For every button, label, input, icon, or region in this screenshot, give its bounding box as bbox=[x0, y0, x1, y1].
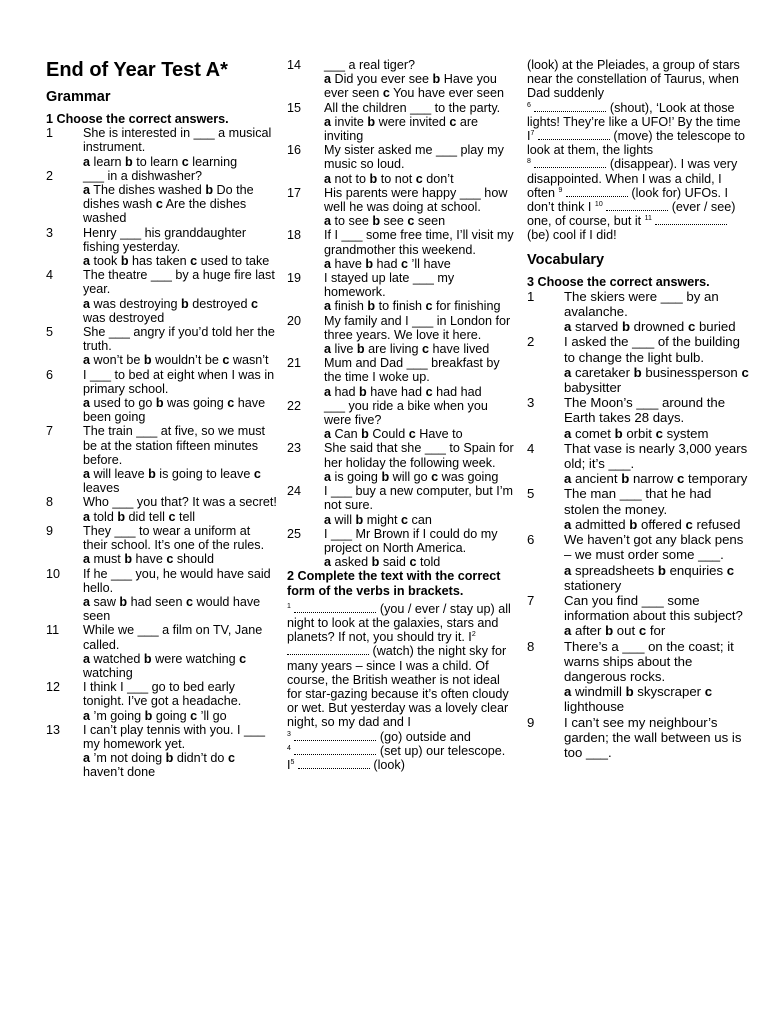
answer-option-a[interactable]: a must bbox=[83, 552, 121, 567]
question-number: 14 bbox=[287, 58, 302, 72]
question-number: 20 bbox=[287, 313, 302, 328]
answer-options bbox=[83, 552, 278, 566]
question-number: 17 bbox=[287, 185, 302, 200]
question-number: 1 bbox=[46, 126, 54, 141]
answer-options bbox=[324, 385, 515, 399]
question-number: 13 bbox=[46, 722, 61, 737]
question-stem: I stayed up late ___ my homework. bbox=[324, 271, 455, 300]
answer-options bbox=[564, 365, 749, 395]
text-part-3: (go) outside and bbox=[379, 729, 471, 744]
answer-option-a[interactable]: a will leave bbox=[83, 467, 145, 482]
blank-5[interactable] bbox=[298, 759, 370, 769]
answer-option-c[interactable]: c stationery bbox=[564, 562, 735, 593]
question-item bbox=[287, 484, 515, 527]
answer-option-c[interactable]: c seen bbox=[407, 214, 446, 229]
question-stem: There’s a ___ on the coast; it warns ships about the dangerous rocks. bbox=[564, 638, 734, 684]
answer-options bbox=[83, 467, 278, 495]
text-part-8: (disappear). I was very disappointed. When I was a child, I often bbox=[527, 157, 738, 200]
text-part-5a: (look) bbox=[373, 757, 405, 772]
answer-option-a[interactable]: a is going bbox=[324, 469, 378, 484]
question-number: 2 bbox=[46, 168, 54, 183]
answer-option-c[interactable]: c would have seen bbox=[83, 594, 261, 624]
text-part-6: (shout), ‘Look at those lights! They’re like a UFO!’ By the time I bbox=[527, 100, 741, 144]
question-number: 6 bbox=[46, 367, 54, 382]
answer-option-a[interactable]: a saw bbox=[83, 594, 116, 609]
question-number: 4 bbox=[527, 440, 535, 456]
question-item bbox=[527, 441, 749, 487]
answer-option-a[interactable]: a asked bbox=[324, 555, 369, 570]
answer-options bbox=[324, 513, 515, 527]
section2-heading: 2 Complete the text with the correct form of the verbs in brackets. bbox=[287, 569, 501, 598]
answer-options bbox=[324, 257, 515, 271]
question-item bbox=[46, 169, 278, 226]
question-stem: The skiers were ___ by an avalanche. bbox=[564, 288, 719, 320]
question-item bbox=[46, 325, 278, 368]
question-item bbox=[287, 441, 515, 484]
answer-option-a[interactable]: a learn bbox=[83, 154, 122, 169]
question-stem: That vase is nearly 3,000 years old; it’s ___. bbox=[564, 440, 748, 472]
answer-option-b[interactable]: b had seen bbox=[119, 594, 183, 609]
answer-options bbox=[324, 470, 515, 484]
answer-option-b[interactable]: b to learn bbox=[125, 154, 179, 169]
answer-option-b[interactable]: b was going bbox=[155, 396, 224, 411]
answer-option-a[interactable]: a told bbox=[83, 509, 114, 524]
question-stem: ___ a real tiger? bbox=[324, 58, 416, 72]
question-number: 1 bbox=[527, 288, 535, 304]
question-stem: My sister asked me ___ play my music so loud. bbox=[324, 143, 504, 172]
question-stem: The theatre ___ by a huge fire last year. bbox=[83, 268, 275, 297]
section2-text: $^1$ (you / ever / stay up) all night to look at the galaxies, stars and planets? If not, you should try it. $I^2$ (watch) the night sky for many years – since I was a child. Of course, the British weather is not ideal for star-gazing because it’s often cloudy or wet. But yesterday was a lovely clear night, so my dad and I $^3$ (go) outside and $^4$ (set up) our telescope. $I^5$ (look) bbox=[287, 601, 511, 772]
answer-option-b[interactable]: b businessperson bbox=[633, 364, 738, 380]
answer-option-b[interactable]: b Could bbox=[361, 427, 406, 442]
question-item bbox=[46, 226, 278, 269]
question-number: 15 bbox=[287, 100, 302, 115]
answer-option-b[interactable]: b to not bbox=[369, 171, 413, 186]
answer-option-b[interactable]: b orbit bbox=[614, 425, 652, 441]
question-stem: I ___ buy a new computer, but I’m not sure. bbox=[324, 484, 514, 513]
answer-option-a[interactable]: a spreadsheets bbox=[564, 562, 655, 578]
question-number: 8 bbox=[527, 638, 535, 654]
answer-option-a[interactable]: a invite bbox=[324, 114, 364, 129]
answer-option-a[interactable]: a took bbox=[83, 254, 118, 269]
question-number: 3 bbox=[46, 225, 54, 240]
question-number: 25 bbox=[287, 526, 302, 541]
answer-options bbox=[564, 563, 749, 593]
question-stem: His parents were happy ___ how well he was doing at school. bbox=[324, 185, 508, 215]
answer-option-a[interactable]: a will bbox=[324, 512, 353, 527]
answer-options bbox=[83, 353, 278, 367]
question-stem: The Moon’s ___ around the Earth takes 28 days. bbox=[564, 395, 726, 426]
answer-options bbox=[83, 652, 278, 680]
section1-questions-a bbox=[46, 126, 278, 779]
answer-option-b[interactable]: b skyscraper bbox=[625, 684, 702, 700]
answer-option-c[interactable]: c Are the dishes washed bbox=[83, 197, 247, 226]
answer-option-b[interactable]: b will go bbox=[381, 469, 428, 484]
answer-option-b[interactable]: b offered bbox=[629, 516, 682, 532]
question-number: 16 bbox=[287, 143, 302, 158]
text-part-7: (move) the telescope to look at them, the lights bbox=[527, 129, 746, 158]
answer-option-a[interactable]: a not to bbox=[324, 171, 367, 186]
question-stem: Can you find ___ some information about this subject? bbox=[564, 592, 743, 624]
question-stem: If I ___ some free time, I’ll visit my grandmother this weekend. bbox=[324, 228, 514, 257]
question-number: 9 bbox=[46, 523, 54, 538]
answer-option-c[interactable]: c had had bbox=[425, 384, 482, 399]
answer-options bbox=[324, 342, 515, 356]
question-stem: They ___ to wear a uniform at their school. It’s one of the rules. bbox=[83, 523, 265, 553]
answer-option-b[interactable]: b Do the dishes wash bbox=[83, 183, 254, 212]
blank-2[interactable] bbox=[287, 645, 369, 655]
question-number: 11 bbox=[46, 623, 60, 638]
question-stem: My family and I ___ in London for three years. We love it here. bbox=[324, 313, 511, 342]
section3-heading: 3 Choose the correct answers. bbox=[527, 274, 710, 289]
section1-questions-b bbox=[287, 58, 515, 569]
question-stem: I ___ to bed at eight when I was in primary school. bbox=[83, 367, 275, 396]
question-number: 9 bbox=[527, 714, 535, 730]
question-item bbox=[287, 143, 515, 186]
grammar-heading: Grammar bbox=[46, 89, 111, 105]
answer-option-a[interactable]: a Did you ever see bbox=[324, 72, 430, 87]
answer-option-a[interactable]: a won’t be bbox=[83, 353, 141, 368]
question-number: 7 bbox=[527, 592, 535, 608]
question-stem: I can’t play tennis with you. I ___ my homework yet. bbox=[83, 722, 266, 751]
answer-option-a[interactable]: a caretaker bbox=[564, 364, 630, 380]
question-number: 22 bbox=[287, 398, 302, 413]
answer-options bbox=[83, 510, 278, 524]
answer-options bbox=[564, 517, 749, 532]
question-stem: The train ___ at five, so we must be at the station fifteen minutes before. bbox=[83, 424, 265, 467]
question-stem: The man ___ that he had stolen the money. bbox=[564, 486, 712, 517]
blank-4[interactable] bbox=[294, 745, 376, 755]
answer-option-c[interactable]: c for bbox=[638, 623, 666, 639]
question-item bbox=[46, 268, 278, 325]
answer-option-c[interactable]: c learning bbox=[181, 154, 238, 169]
question-stem: ___ you ride a bike when you were five? bbox=[324, 398, 488, 428]
answer-options bbox=[324, 214, 515, 228]
text-part-9: (look for) UFOs. I don’t think I bbox=[527, 185, 728, 215]
answer-option-c[interactable]: c wasn’t bbox=[222, 353, 269, 368]
answer-options bbox=[83, 155, 278, 169]
answer-option-b[interactable]: b said bbox=[371, 555, 406, 570]
question-item bbox=[527, 593, 749, 639]
answer-options bbox=[564, 471, 749, 486]
text-part-2: (watch) the night sky for many years – since I was a child. Of course, the British weather is not ideal for star-gazing because it’s often cloudy or wet. But yesterday was a lovely clear night, so my dad and I bbox=[287, 644, 509, 730]
answer-option-c[interactable]: c was going bbox=[431, 469, 499, 484]
answer-option-c[interactable]: c should bbox=[166, 552, 214, 567]
question-stem: I think I ___ go to bed early tonight. I’ve got a headache. bbox=[83, 680, 242, 709]
answer-option-a[interactable]: a watched bbox=[83, 651, 141, 666]
answer-option-a[interactable]: a live bbox=[324, 342, 354, 357]
answer-option-a[interactable]: a ancient bbox=[564, 471, 618, 487]
question-stem: ___ in a dishwasher? bbox=[83, 168, 203, 183]
question-item bbox=[527, 289, 749, 335]
page-title: End of Year Test A* bbox=[46, 59, 228, 81]
question-item bbox=[287, 228, 515, 271]
answer-option-c[interactable]: c system bbox=[655, 425, 709, 441]
answer-options bbox=[324, 299, 515, 313]
question-number: 21 bbox=[287, 356, 302, 371]
answer-options bbox=[324, 172, 515, 186]
answer-option-c[interactable]: c was destroyed bbox=[83, 296, 259, 325]
question-item bbox=[46, 680, 278, 723]
answer-options bbox=[324, 72, 515, 100]
question-item bbox=[527, 532, 749, 593]
question-stem: I asked the ___ of the building to change the light bulb. bbox=[564, 334, 740, 365]
answer-option-c[interactable]: c tell bbox=[168, 509, 196, 524]
question-item bbox=[287, 186, 515, 229]
answer-option-b[interactable]: b see bbox=[372, 214, 404, 229]
answer-option-b[interactable]: b didn’t do bbox=[165, 751, 225, 766]
question-stem: All the children ___ to the party. bbox=[324, 100, 501, 115]
answer-option-a[interactable]: a The dishes washed bbox=[83, 183, 202, 198]
answer-option-a[interactable]: a windmill bbox=[564, 684, 622, 700]
question-number: 18 bbox=[287, 228, 302, 243]
answer-options bbox=[83, 297, 278, 325]
answer-option-a[interactable]: a starved bbox=[564, 319, 619, 335]
question-stem: I can’t see my neighbour’s garden; the wall between us is too ___. bbox=[564, 714, 742, 760]
question-number: 10 bbox=[46, 566, 61, 581]
answer-option-b[interactable]: b have bbox=[124, 552, 163, 567]
answer-option-c[interactable]: c lighthouse bbox=[564, 684, 713, 715]
question-number: 19 bbox=[287, 271, 302, 286]
answer-option-c[interactable]: c ’ll go bbox=[190, 708, 227, 723]
question-item bbox=[287, 527, 515, 570]
answer-options bbox=[83, 396, 278, 424]
vocabulary-heading: Vocabulary bbox=[527, 251, 605, 268]
answer-options bbox=[83, 183, 278, 226]
section1-heading: 1 Choose the correct answers. bbox=[46, 112, 229, 126]
answer-options bbox=[83, 751, 278, 779]
blank-3[interactable] bbox=[294, 731, 376, 741]
question-item bbox=[527, 334, 749, 395]
question-number: 8 bbox=[46, 495, 54, 510]
answer-option-a[interactable]: a after bbox=[564, 623, 602, 639]
answer-option-c[interactable]: c ’ll have bbox=[401, 256, 451, 271]
answer-option-c[interactable]: c have been going bbox=[83, 396, 266, 425]
question-number: 5 bbox=[46, 325, 54, 340]
section3-questions bbox=[527, 289, 749, 760]
answer-option-a[interactable]: a comet bbox=[564, 425, 611, 441]
blank-8[interactable] bbox=[534, 158, 606, 168]
question-stem: If he ___ you, he would have said hello. bbox=[83, 566, 271, 595]
answer-option-a[interactable]: a Can bbox=[324, 427, 358, 442]
answer-option-c[interactable]: c refused bbox=[685, 516, 741, 532]
answer-option-c[interactable]: c are inviting bbox=[324, 114, 479, 144]
question-number: 23 bbox=[287, 441, 302, 456]
blank-6[interactable] bbox=[534, 102, 606, 112]
answer-option-c[interactable]: c haven’t done bbox=[83, 751, 235, 780]
answer-option-c[interactable]: c temporary bbox=[676, 471, 748, 487]
text-part-11: (be) cool if I did! bbox=[527, 228, 617, 243]
question-number: 2 bbox=[527, 334, 535, 350]
question-item bbox=[287, 356, 515, 399]
answer-option-b[interactable]: b narrow bbox=[621, 471, 674, 487]
answer-option-b[interactable]: b had bbox=[365, 256, 398, 271]
answer-options bbox=[83, 254, 278, 268]
answer-option-c[interactable]: c have lived bbox=[422, 342, 490, 357]
question-item bbox=[46, 495, 278, 523]
question-stem: Mum and Dad ___ breakfast by the time I woke up. bbox=[324, 356, 500, 385]
answer-option-b[interactable]: b drowned bbox=[621, 319, 685, 335]
answer-option-c[interactable]: c Have to bbox=[408, 427, 463, 442]
blank-9[interactable] bbox=[566, 187, 628, 197]
answer-option-a[interactable]: a had bbox=[324, 384, 356, 399]
answer-option-b[interactable]: b to finish bbox=[367, 299, 423, 314]
question-stem: She ___ angry if you’d told her the truth. bbox=[83, 325, 275, 354]
question-number: 4 bbox=[46, 268, 54, 283]
answer-option-b[interactable]: b is going to leave bbox=[148, 467, 251, 482]
question-number: 6 bbox=[527, 532, 535, 548]
answer-option-a[interactable]: a have bbox=[324, 256, 362, 271]
answer-option-a[interactable]: a used to go bbox=[83, 396, 153, 411]
answer-option-c[interactable]: c You have ever seen bbox=[382, 86, 504, 101]
answer-option-c[interactable]: c told bbox=[409, 555, 441, 570]
answer-options bbox=[324, 115, 515, 143]
answer-options bbox=[324, 427, 515, 441]
answer-option-b[interactable]: b destroyed bbox=[181, 296, 248, 311]
answer-option-a[interactable]: a ’m not doing bbox=[83, 751, 163, 766]
answer-option-b[interactable]: b wouldn’t be bbox=[143, 353, 219, 368]
question-item bbox=[287, 399, 515, 442]
question-number: 5 bbox=[527, 486, 535, 502]
answer-option-c[interactable]: c for finishing bbox=[425, 299, 501, 314]
question-number: 24 bbox=[287, 484, 302, 499]
blank-1[interactable] bbox=[294, 603, 376, 613]
answer-options bbox=[564, 319, 749, 334]
answer-option-c[interactable]: c buried bbox=[687, 319, 736, 335]
answer-option-a[interactable]: a was destroying bbox=[83, 296, 178, 311]
blank-10[interactable] bbox=[606, 201, 668, 211]
answer-option-c[interactable]: c used to take bbox=[190, 254, 270, 269]
answer-option-b[interactable]: b did tell bbox=[117, 509, 165, 524]
answer-option-a[interactable]: a finish bbox=[324, 299, 364, 314]
answer-option-c[interactable]: c babysitter bbox=[564, 364, 749, 396]
answer-option-b[interactable]: b have had bbox=[359, 384, 423, 399]
section2-text-cont: (look) at the Pleiades, a group of stars near the constellation of Taurus, when Dad suddenly $^6$ (shout), ‘Look at those lights! They’re like a UFO!’ By the time $I^7$ (move) the telescope to look at them, the lights $^8$ (disappear). I was very disappointed. When I was a child, I often $^9$ (look for) UFOs. I don’t think I $^{10}$ (ever / see) one, of course, but it $^{11}$ (be) cool if I did! bbox=[527, 58, 746, 243]
question-stem: Henry ___ his granddaughter fishing yesterday. bbox=[83, 225, 247, 254]
answer-option-c[interactable]: c don’t bbox=[415, 171, 454, 186]
answer-option-b[interactable]: b enquiries bbox=[657, 562, 724, 578]
answer-options bbox=[564, 684, 749, 714]
answer-option-b[interactable]: b might bbox=[355, 512, 398, 527]
question-number: 12 bbox=[46, 680, 61, 695]
question-item bbox=[46, 368, 278, 425]
question-item bbox=[46, 424, 278, 495]
answer-option-a[interactable]: a admitted bbox=[564, 516, 626, 532]
answer-option-b[interactable]: b are living bbox=[356, 342, 419, 357]
blank-7[interactable] bbox=[538, 130, 610, 140]
text-part-5: (look) at the Pleiades, a group of stars near the constellation of Taurus, when Dad suddenly bbox=[527, 58, 740, 101]
question-item bbox=[527, 486, 749, 532]
answer-option-c[interactable]: c watching bbox=[83, 651, 247, 680]
question-item bbox=[46, 623, 278, 680]
answer-option-a[interactable]: a ’m going bbox=[83, 708, 142, 723]
question-stem: We haven’t got any black pens – we must order some ___. bbox=[564, 532, 744, 563]
question-item bbox=[46, 524, 278, 567]
answer-option-b[interactable]: b Have you ever seen bbox=[324, 72, 497, 101]
question-item bbox=[527, 395, 749, 441]
text-part-10: (ever / see) one, of course, but it bbox=[527, 200, 736, 229]
question-stem: She said that she ___ to Spain for her holiday the following week. bbox=[324, 441, 514, 470]
answer-option-b[interactable]: b has taken bbox=[120, 254, 187, 269]
question-number: 7 bbox=[46, 424, 54, 439]
question-item bbox=[287, 101, 515, 144]
answer-option-c[interactable]: c leaves bbox=[83, 467, 261, 496]
text-part-4: (set up) our telescope. I bbox=[287, 743, 506, 772]
answer-options bbox=[564, 623, 749, 638]
question-stem: Who ___ you that? It was a secret! bbox=[83, 495, 277, 510]
answer-options bbox=[83, 709, 278, 723]
answer-option-b[interactable]: b out bbox=[605, 623, 636, 639]
answer-option-b[interactable]: b going bbox=[144, 708, 187, 723]
question-item bbox=[527, 715, 749, 761]
answer-options bbox=[83, 595, 278, 623]
question-number: 3 bbox=[527, 395, 535, 411]
question-stem: While we ___ a film on TV, Jane called. bbox=[83, 623, 263, 652]
question-item bbox=[287, 271, 515, 314]
question-item bbox=[527, 639, 749, 715]
answer-option-c[interactable]: c can bbox=[401, 512, 432, 527]
answer-option-b[interactable]: b were watching bbox=[143, 651, 236, 666]
question-item bbox=[287, 58, 515, 101]
question-stem: She is interested in ___ a musical instrument. bbox=[83, 126, 272, 155]
question-item bbox=[46, 723, 278, 780]
answer-option-a[interactable]: a to see bbox=[324, 214, 369, 229]
question-item bbox=[46, 126, 278, 169]
question-item bbox=[287, 314, 515, 357]
answer-options bbox=[564, 426, 749, 441]
question-item bbox=[46, 567, 278, 624]
question-stem: I ___ Mr Brown if I could do my project on North America. bbox=[324, 526, 498, 555]
answer-options bbox=[324, 555, 515, 569]
text-part-1: (you / ever / stay up) all night to look at the galaxies, stars and planets? If not, you should try it. I bbox=[287, 601, 511, 645]
blank-11[interactable] bbox=[655, 215, 727, 225]
answer-option-b[interactable]: b were invited bbox=[367, 114, 446, 129]
